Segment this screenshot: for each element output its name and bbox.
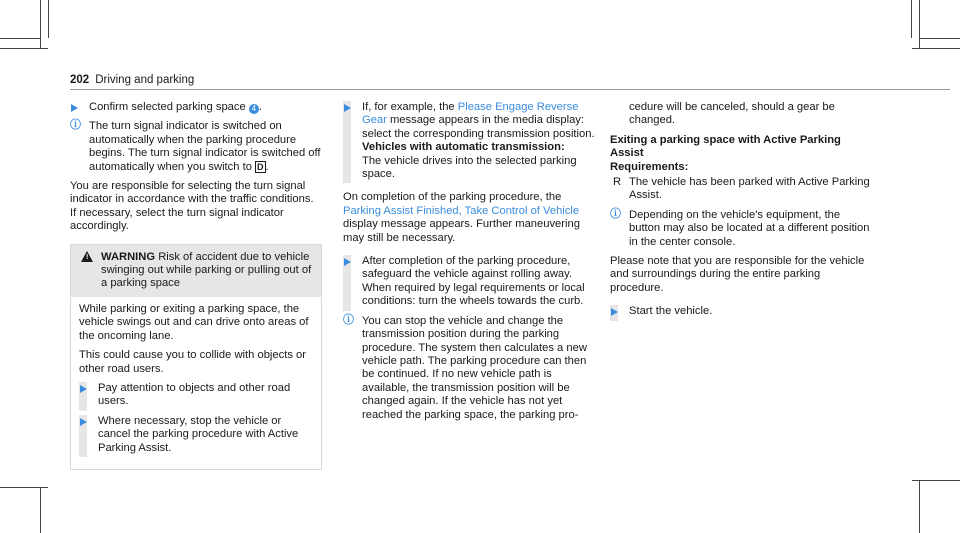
para-text: On completion of the parking procedure, the: [343, 191, 562, 204]
note-text: Depending on the vehicle's equipment, the button may also be located at a different position in the center console.: [629, 208, 870, 248]
step-text: After completion of the parking procedure, safeguard the vehicle against rolling away. When required by legal requirements or local conditions: turn the wheels towards the curb.: [362, 255, 585, 308]
warning-header: [71, 245, 321, 297]
crop-mark: [0, 38, 40, 39]
crop-mark: [40, 487, 41, 533]
step-text: Start the vehicle.: [629, 305, 713, 318]
note-end: .: [265, 160, 269, 173]
arrow-right-icon: [611, 308, 618, 316]
note-text: You can stop the vehicle and change the transmission position during the parking procedure. The system then calculates a new vehicle path. The parking procedure can then be continued. If no new vehicle path is available, the transmission position will be changed again. If the vehicle has not yet reached the parking space, the parking pro-: [362, 314, 587, 421]
arrow-right-icon: [344, 258, 351, 266]
display-message: Parking Assist Finished, Take Control of Vehicle: [343, 204, 580, 217]
bullet-mark: R: [613, 176, 622, 189]
step-text: If, for example, the: [362, 101, 455, 113]
step-text-after: message appears in the media display: select the corresponding transmission position.: [362, 114, 595, 140]
page-number: 202: [70, 74, 90, 86]
para-text-after: display message appears. Further maneuvering may still be necessary.: [343, 218, 580, 244]
display-message: Please Engage Reverse Gear: [362, 101, 579, 127]
page-header: [70, 74, 194, 87]
step-engage-gear: [343, 101, 601, 181]
subheading-automatic: Vehicles with automatic transmission:: [362, 141, 565, 154]
info-icon: ⓘ: [343, 313, 354, 326]
note-button-position: [610, 209, 872, 249]
automatic-text: The vehicle drives into the selected parking space.: [362, 154, 577, 181]
warning-triangle-icon: !: [81, 251, 93, 262]
note-transmission: [343, 315, 601, 422]
warning-body: [71, 297, 321, 469]
requirement-item: [610, 176, 872, 203]
arrow-right-icon: [80, 418, 87, 426]
arrow-right-icon: [80, 385, 87, 393]
crop-mark: [912, 48, 960, 49]
crop-mark: [911, 0, 912, 38]
warning-text-1: While parking or exiting a parking space, the vehicle swings out and can drive onto areas of the oncoming lane.: [79, 302, 309, 342]
arrow-right-icon: [344, 104, 351, 112]
warning-box: [70, 244, 322, 470]
step-text: Where necessary, stop the vehicle or cancel the parking procedure with Active Parking Assist.: [98, 414, 299, 454]
step-text: Pay attention to objects and other road users.: [98, 381, 291, 408]
section-heading: Exiting a parking space with Active Parking Assist: [610, 133, 841, 160]
column-3: [610, 101, 872, 325]
crop-mark: [0, 48, 48, 49]
warning-text-2: This could cause you to collide with objects or other road users.: [79, 349, 306, 375]
note-turn-signal: [70, 120, 322, 174]
warning-title: Risk of accident due to vehicle swinging out while parking or pulling out of a parking space: [101, 250, 312, 290]
requirement-text: The vehicle has been parked with Active Parking Assist.: [629, 176, 870, 202]
section-title: Driving and parking: [95, 74, 195, 86]
column-2: [343, 101, 601, 428]
paragraph-responsibility: You are responsible for selecting the turn signal indicator in accordance with the traffic conditions. If necessary, select the turn signal indicator accordingly.: [70, 180, 314, 233]
crop-mark: [919, 0, 920, 48]
header-divider: [70, 89, 950, 90]
info-icon: ⓘ: [610, 207, 621, 220]
number-badge: 4: [249, 104, 259, 114]
step-confirm: [70, 101, 322, 114]
warning-step-2: [79, 415, 313, 455]
step-safeguard: [343, 255, 601, 309]
note-continuation: cedure will be canceled, should a gear be changed.: [629, 101, 835, 127]
crop-mark: [48, 0, 49, 38]
step-text-end: .: [258, 101, 262, 113]
arrow-right-icon: [71, 104, 78, 112]
warning-label: WARNING: [101, 250, 156, 263]
column-1: [70, 101, 322, 470]
step-start-vehicle: [610, 305, 872, 318]
gear-key-d: D: [257, 161, 264, 172]
crop-mark: [40, 0, 41, 48]
requirements-label: Requirements:: [610, 160, 689, 173]
info-icon: ⓘ: [70, 119, 81, 132]
crop-mark: [919, 480, 920, 533]
step-bar: [343, 101, 351, 183]
paragraph-completion: [343, 191, 601, 245]
crop-mark: [920, 38, 960, 39]
step-text: Confirm selected parking space: [89, 101, 246, 113]
paragraph-responsible: Please note that you are responsible for the vehicle and surroundings during the entire parking procedure.: [610, 255, 865, 294]
warning-step-1: [79, 382, 313, 409]
note-text: The turn signal indicator is switched on automatically when the parking procedure begins. The turn signal indicator is switched off automatically when you switch to: [89, 120, 321, 173]
